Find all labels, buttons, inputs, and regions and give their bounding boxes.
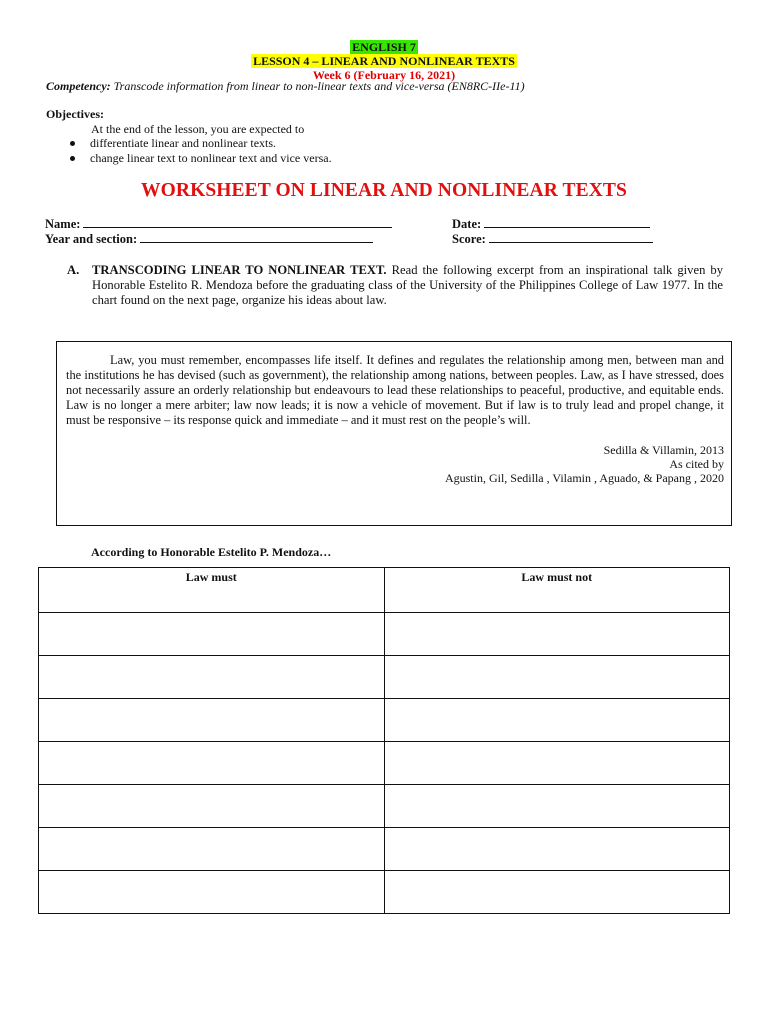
passage [66, 353, 724, 428]
name-label: Name: [45, 217, 81, 231]
objective-text: differentiate linear and nonlinear texts. [90, 136, 277, 150]
score-blank[interactable] [489, 232, 653, 243]
table-row [39, 785, 730, 828]
year-section-blank[interactable] [140, 232, 373, 243]
subject-heading: ENGLISH 7 [352, 40, 416, 54]
year-section-label: Year and section: [45, 232, 138, 246]
citation-source: Sedilla & Villamin, 2013 [603, 443, 724, 457]
date-field[interactable] [452, 217, 650, 232]
table-row [39, 828, 730, 871]
law-must-cell[interactable] [39, 871, 385, 914]
passage-text: Law, you must remember, encompasses life itself. It defines and regulates the relationship among men, between man and the institutions he has devised (such as government), the relationship among nations, between peoples. Law, as I have stressed, does not necessarily assure an orderly relationship but endeavours to lead these relationships to peaceful, productive, and equitable ends. Law is no longer a mere arbiter; law now leads; it is now a vehicle of movement. But if law is to truly lead and propel change, it must be responsive – its response quick and immediate – and it must rest on the people’s will. [66, 353, 724, 427]
section-a-letter: A. [67, 263, 80, 277]
section-a [67, 263, 723, 308]
law-must-not-cell[interactable] [384, 871, 730, 914]
name-field[interactable] [45, 217, 392, 232]
table-row [39, 613, 730, 656]
objectives-title: Objectives: [46, 107, 104, 121]
law-must-header: Law must [39, 568, 385, 613]
law-must-not-cell[interactable] [384, 828, 730, 871]
lesson-heading: LESSON 4 – LINEAR AND NONLINEAR TEXTS [253, 54, 515, 68]
law-must-not-cell[interactable] [384, 742, 730, 785]
date-label: Date: [452, 217, 482, 231]
section-a-instructions: Read the following excerpt from an inspirational talk given by Honorable Estelito R. Mendoza before the graduating class of the University of the Philippines College of Law 1977. In the chart found on the next page, organize his ideas about law. [92, 263, 723, 307]
table-row [39, 656, 730, 699]
objective-item [70, 151, 332, 166]
citation-authors: Agustin, Gil, Sedilla , Vilamin , Aguado, & Papang , 2020 [444, 471, 724, 485]
according-heading: According to Honorable Estelito P. Mendoza… [91, 545, 332, 559]
law-must-not-cell[interactable] [384, 613, 730, 656]
citation-note: As cited by [669, 457, 724, 471]
name-blank[interactable] [83, 217, 392, 228]
bullet-icon [70, 156, 75, 161]
objectives-intro: At the end of the lesson, you are expected to [91, 122, 305, 136]
law-must-cell[interactable] [39, 613, 385, 656]
table-row [39, 871, 730, 914]
table-header-row [39, 568, 730, 613]
law-must-cell[interactable] [39, 742, 385, 785]
table-row [39, 699, 730, 742]
objectives-list [70, 136, 332, 166]
law-must-not-cell[interactable] [384, 699, 730, 742]
score-field[interactable] [452, 232, 653, 247]
law-must-not-header: Law must not [384, 568, 730, 613]
law-must-not-cell[interactable] [384, 656, 730, 699]
law-must-cell[interactable] [39, 785, 385, 828]
worksheet-title: WORKSHEET ON LINEAR AND NONLINEAR TEXTS [141, 180, 627, 201]
date-blank[interactable] [484, 217, 650, 228]
law-organizer-table [38, 567, 730, 914]
objective-item [70, 136, 332, 151]
law-must-cell[interactable] [39, 699, 385, 742]
objective-text: change linear text to nonlinear text and vice versa. [90, 151, 332, 165]
week-date: Week 6 (February 16, 2021) [312, 68, 456, 82]
competency-text: Transcode information from linear to non-linear texts and vice-versa (EN8RC-IIe-11) [113, 79, 525, 93]
year-section-field[interactable] [45, 232, 373, 247]
competency-label: Competency: [46, 79, 111, 93]
section-a-heading: TRANSCODING LINEAR TO NONLINEAR TEXT. [92, 263, 387, 277]
law-must-not-cell[interactable] [384, 785, 730, 828]
law-must-cell[interactable] [39, 656, 385, 699]
table-row [39, 742, 730, 785]
bullet-icon [70, 141, 75, 146]
score-label: Score: [452, 232, 486, 246]
competency [46, 79, 525, 94]
law-must-cell[interactable] [39, 828, 385, 871]
